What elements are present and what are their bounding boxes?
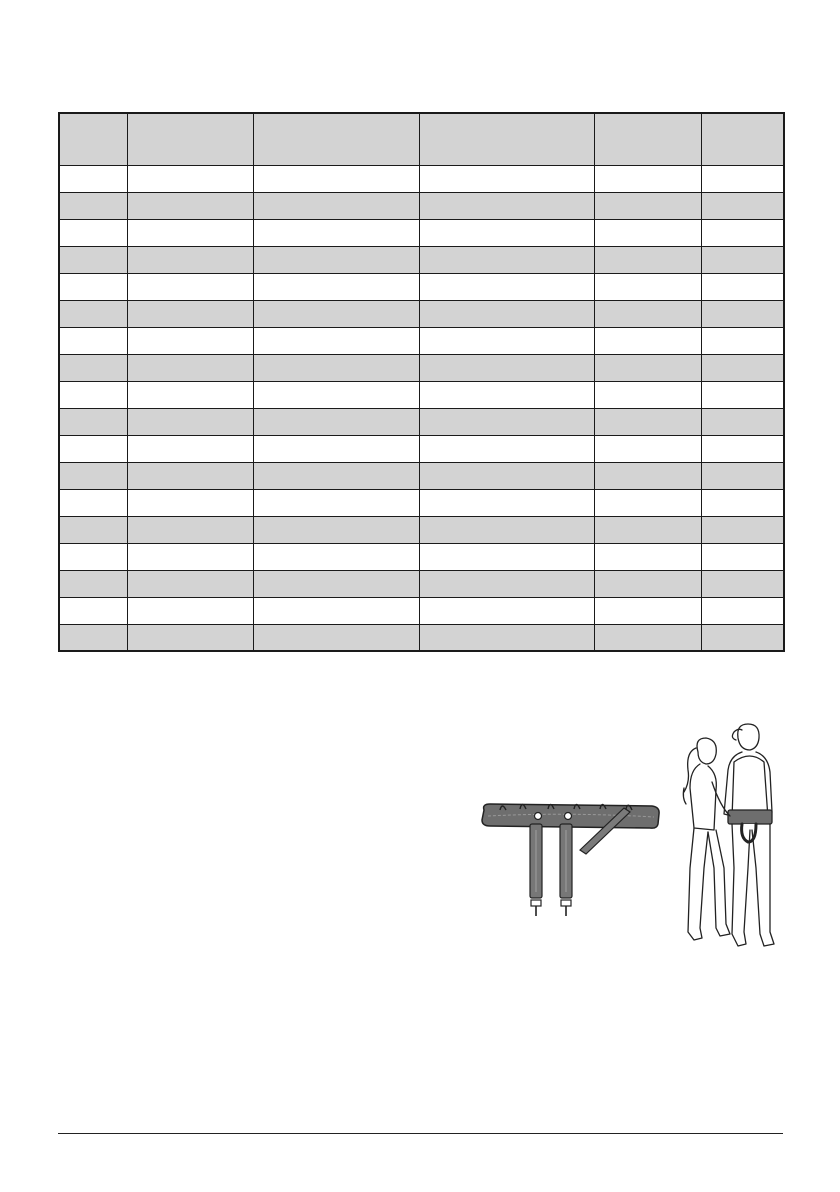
table-cell: [59, 489, 127, 516]
table-cell: [253, 570, 419, 597]
table-cell: [59, 327, 127, 354]
table-cell: [253, 543, 419, 570]
table-cell: [419, 246, 594, 273]
table-cell: [701, 273, 784, 300]
table-cell: [127, 489, 253, 516]
table-cell: [701, 570, 784, 597]
spec-table: [58, 112, 785, 652]
table-cell: [701, 516, 784, 543]
table-cell: [127, 462, 253, 489]
table-cell: [594, 165, 701, 192]
table-cell: [59, 165, 127, 192]
column-header: [594, 113, 701, 165]
table-cell: [419, 462, 594, 489]
table-cell: [594, 273, 701, 300]
table-cell: [59, 273, 127, 300]
table-row: [59, 570, 784, 597]
table-cell: [127, 543, 253, 570]
table-cell: [59, 219, 127, 246]
table-row: [59, 192, 784, 219]
table-cell: [701, 246, 784, 273]
table-cell: [419, 489, 594, 516]
table-cell: [253, 354, 419, 381]
table-cell: [253, 489, 419, 516]
table-header-row: [59, 113, 784, 165]
table-row: [59, 300, 784, 327]
column-header: [701, 113, 784, 165]
table-cell: [701, 543, 784, 570]
table-row: [59, 543, 784, 570]
table-cell: [419, 516, 594, 543]
column-header: [127, 113, 253, 165]
table-cell: [253, 300, 419, 327]
table-cell: [701, 381, 784, 408]
table-cell: [594, 597, 701, 624]
table-cell: [59, 192, 127, 219]
table-cell: [127, 435, 253, 462]
table-row: [59, 273, 784, 300]
table-cell: [59, 570, 127, 597]
table-cell: [59, 246, 127, 273]
table-cell: [59, 462, 127, 489]
table-cell: [701, 327, 784, 354]
table-cell: [594, 192, 701, 219]
table-cell: [59, 597, 127, 624]
table-cell: [127, 273, 253, 300]
table-cell: [419, 300, 594, 327]
table-cell: [419, 570, 594, 597]
table-cell: [594, 570, 701, 597]
table-cell: [419, 543, 594, 570]
table-cell: [253, 246, 419, 273]
table-row: [59, 327, 784, 354]
table-cell: [594, 300, 701, 327]
table-cell: [253, 597, 419, 624]
table-cell: [701, 300, 784, 327]
table-row: [59, 516, 784, 543]
table-cell: [594, 327, 701, 354]
table-cell: [419, 435, 594, 462]
table-cell: [594, 246, 701, 273]
table-cell: [419, 597, 594, 624]
table-cell: [59, 408, 127, 435]
table-cell: [253, 219, 419, 246]
column-header: [59, 113, 127, 165]
walking-belt-illustration: [476, 800, 666, 920]
table-cell: [59, 516, 127, 543]
caregiver-walking-illustration: [672, 718, 792, 963]
table-cell: [701, 219, 784, 246]
table-cell: [594, 543, 701, 570]
table-cell: [419, 381, 594, 408]
table-cell: [701, 489, 784, 516]
table-cell: [594, 354, 701, 381]
table-row: [59, 462, 784, 489]
table-row: [59, 597, 784, 624]
table-cell: [127, 165, 253, 192]
table-cell: [594, 624, 701, 651]
table-cell: [594, 489, 701, 516]
table-cell: [701, 624, 784, 651]
table-cell: [253, 273, 419, 300]
table-cell: [701, 165, 784, 192]
table-cell: [127, 327, 253, 354]
table-cell: [419, 165, 594, 192]
table-cell: [701, 192, 784, 219]
table-row: [59, 246, 784, 273]
table-cell: [701, 435, 784, 462]
table-cell: [59, 300, 127, 327]
table-row: [59, 408, 784, 435]
table-cell: [419, 327, 594, 354]
table-row: [59, 354, 784, 381]
table-cell: [701, 354, 784, 381]
table-row: [59, 381, 784, 408]
table-cell: [127, 624, 253, 651]
table-cell: [59, 624, 127, 651]
table-cell: [127, 300, 253, 327]
table-cell: [253, 165, 419, 192]
table-cell: [253, 435, 419, 462]
column-header: [419, 113, 594, 165]
table-row: [59, 435, 784, 462]
table-cell: [419, 354, 594, 381]
table-cell: [59, 381, 127, 408]
table-row: [59, 165, 784, 192]
table-cell: [59, 354, 127, 381]
table-cell: [253, 624, 419, 651]
table-cell: [253, 192, 419, 219]
table-cell: [419, 273, 594, 300]
table-cell: [127, 246, 253, 273]
table-cell: [127, 597, 253, 624]
table-cell: [253, 381, 419, 408]
table-cell: [127, 570, 253, 597]
table-cell: [594, 435, 701, 462]
table-cell: [701, 597, 784, 624]
table-cell: [253, 327, 419, 354]
table-cell: [419, 624, 594, 651]
table-cell: [127, 219, 253, 246]
table-row: [59, 489, 784, 516]
table-cell: [701, 408, 784, 435]
table-cell: [127, 516, 253, 543]
table-cell: [127, 354, 253, 381]
table-row: [59, 219, 784, 246]
table-cell: [127, 192, 253, 219]
table-cell: [253, 408, 419, 435]
table-cell: [59, 543, 127, 570]
table-cell: [253, 462, 419, 489]
footer-rule: [58, 1133, 783, 1134]
table-cell: [127, 408, 253, 435]
table-cell: [701, 462, 784, 489]
table-cell: [594, 219, 701, 246]
table-cell: [419, 408, 594, 435]
table-cell: [253, 516, 419, 543]
table-cell: [594, 408, 701, 435]
table-cell: [594, 381, 701, 408]
table-cell: [594, 462, 701, 489]
table-cell: [59, 435, 127, 462]
table-cell: [127, 381, 253, 408]
table-row: [59, 624, 784, 651]
table-cell: [419, 192, 594, 219]
column-header: [253, 113, 419, 165]
table-cell: [594, 516, 701, 543]
table-cell: [419, 219, 594, 246]
